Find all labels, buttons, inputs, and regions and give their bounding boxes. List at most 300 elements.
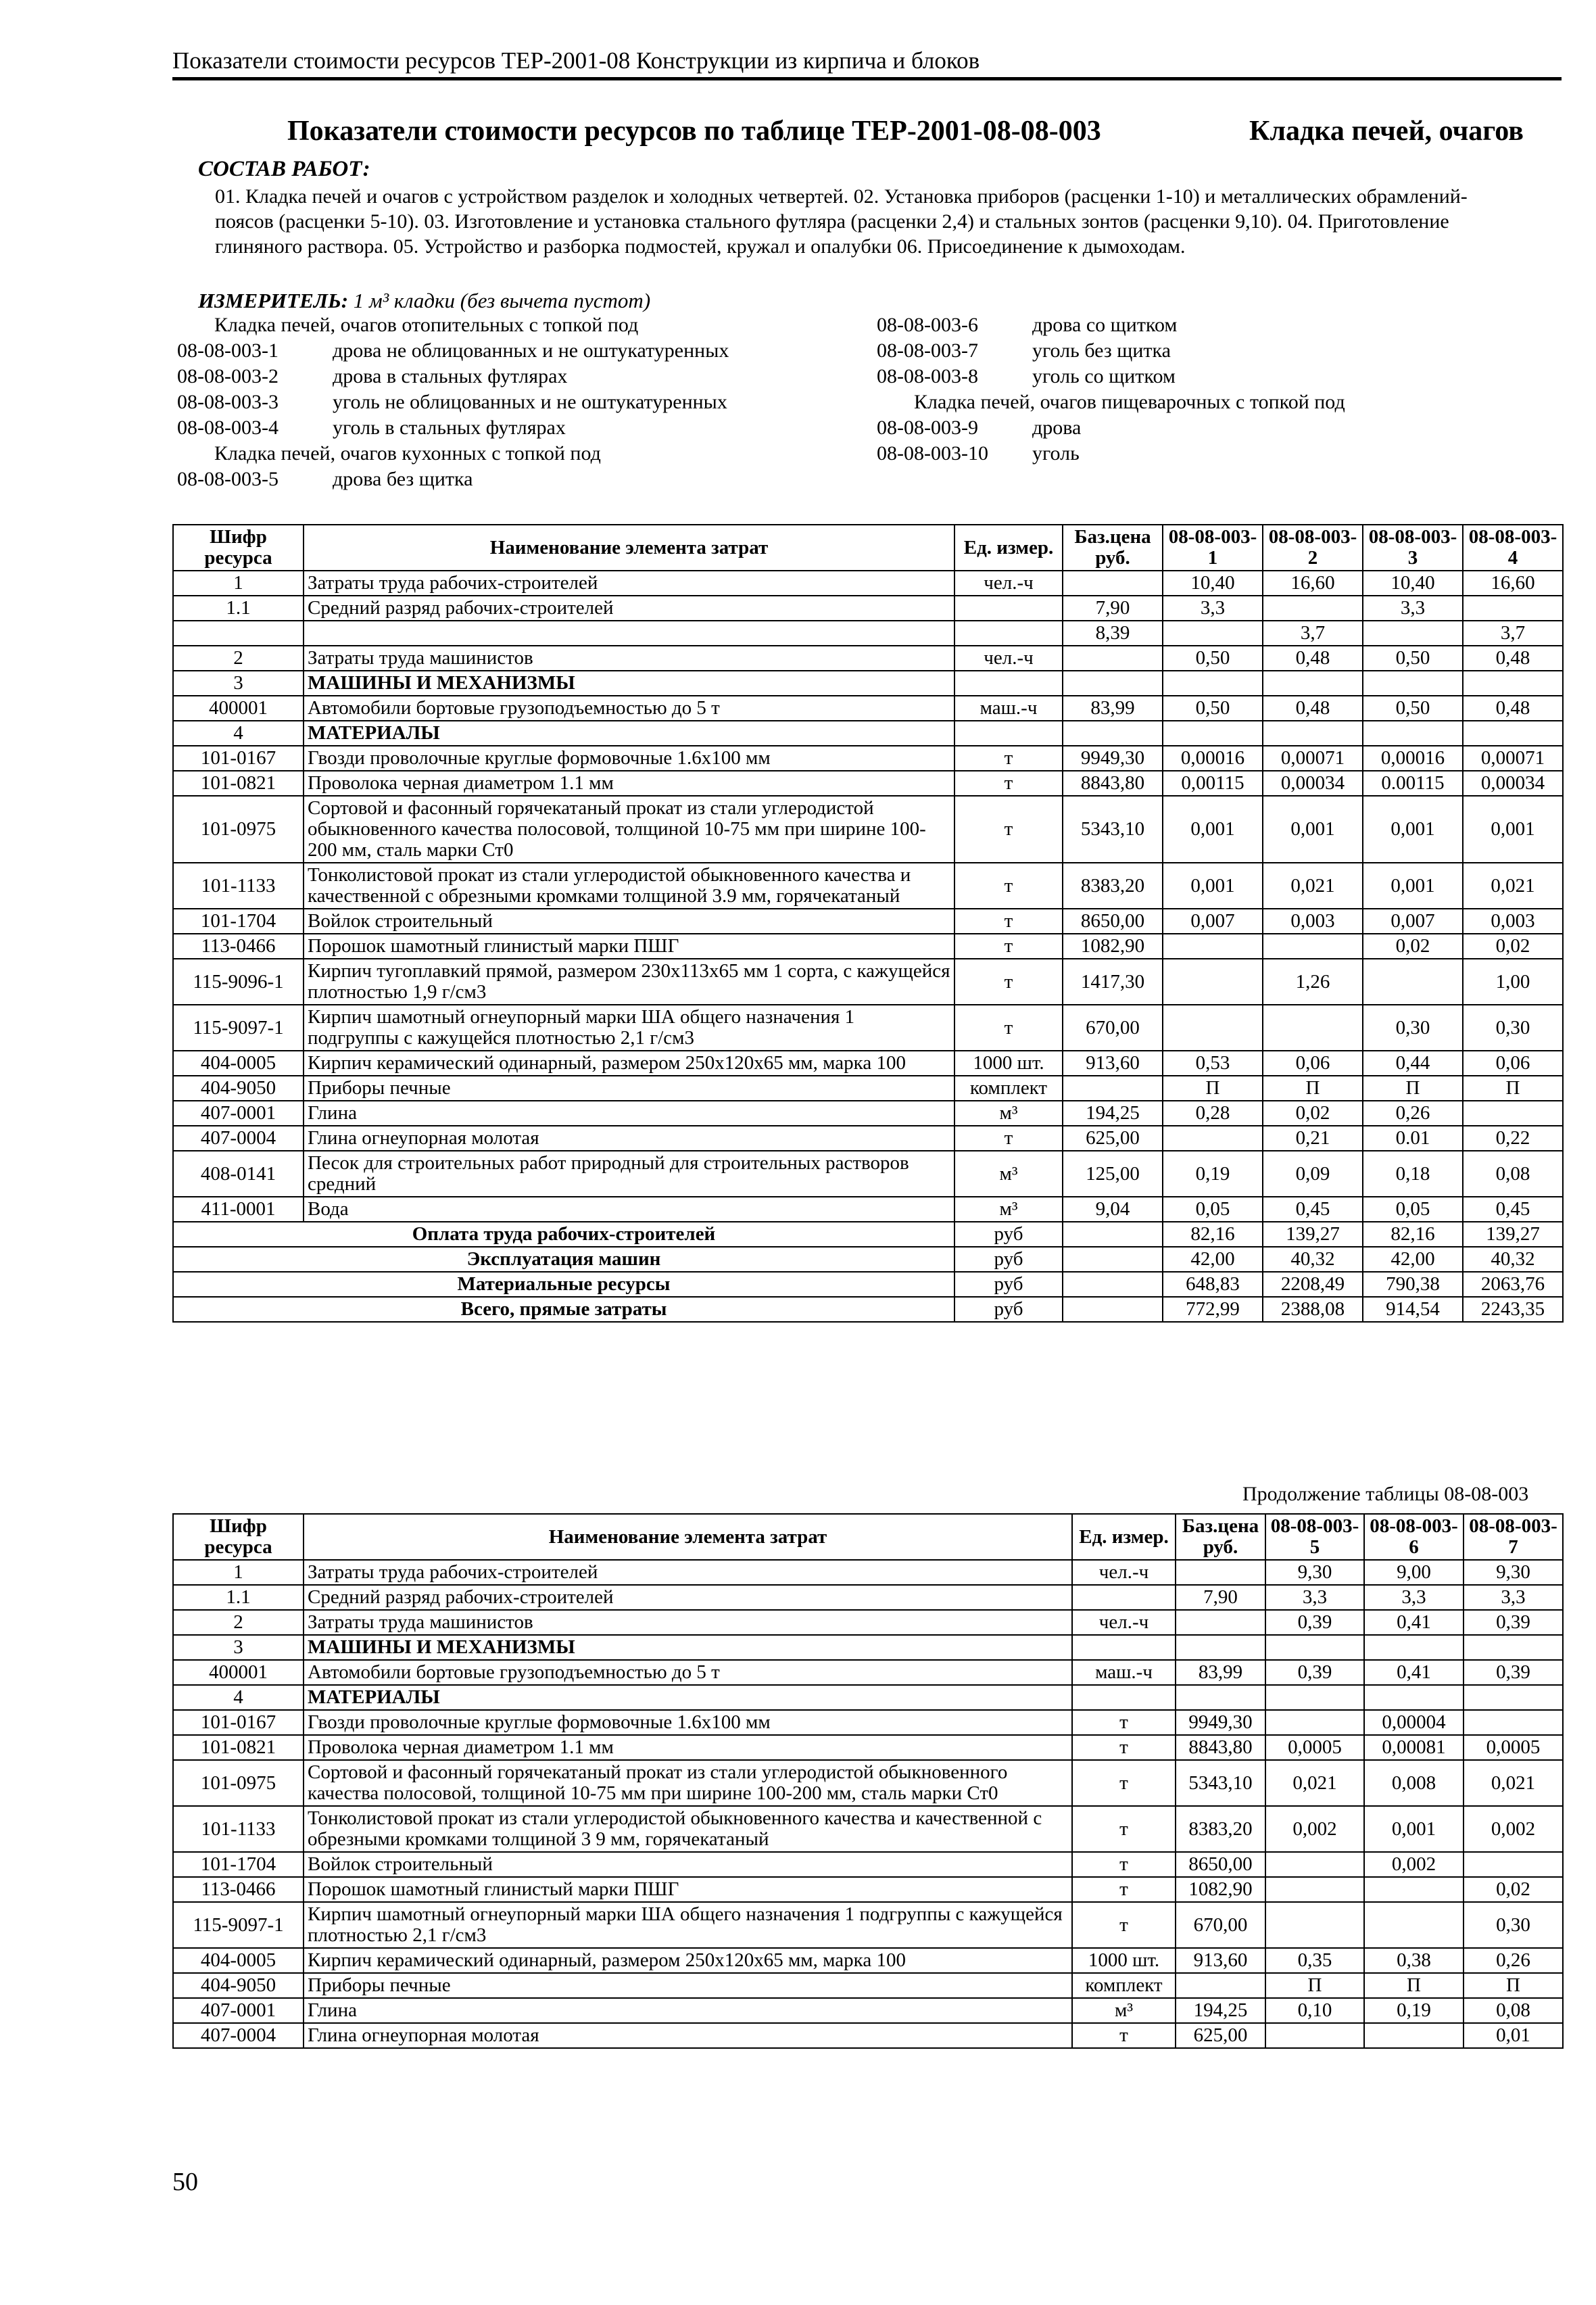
table-cell: 101-1704 [173,1852,304,1877]
codes-list-right [877,312,1345,467]
total-cell: руб [954,1247,1063,1272]
table-cell: 101-0975 [173,796,304,863]
table-cell [1464,1685,1563,1710]
total-cell: 2208,49 [1263,1272,1363,1297]
table-cell: чел.-ч [954,571,1063,596]
table-cell [1263,721,1363,746]
table-cell: 625,00 [1176,2023,1265,2048]
table-row [173,1126,1563,1151]
table-cell: МАТЕРИАЛЫ [304,721,954,746]
total-cell [1063,1247,1163,1272]
table-cell: 115-9097-1 [173,1005,304,1051]
total-cell: 139,27 [1263,1222,1363,1247]
table-cell: 101-1704 [173,909,304,934]
table-cell: 0,00034 [1463,771,1563,796]
table-cell: 0,008 [1364,1760,1464,1806]
table-cell [1072,1585,1176,1610]
works-text: 01. Кладка печей и очагов с устройством разделок и холодных четвертей. 02. Установка приборов (расценки 1-10) и металлических обрамлений-поясов (расценки 5-10). 03. Изготовление и установка стального футляра (расценки 2,4) и стальных зонтов (расценки 9,10). 04. Приготовление глиняного раствора. 05. Устройство и разборка подмостей, кружал и опалубки 06. Присоединение к дымоходам. [215,185,1468,258]
table-cell: 913,60 [1176,1948,1265,1973]
code-description: дрова без щитка [333,468,473,490]
table-cell: 0,0005 [1464,1735,1563,1760]
resource-code: 08-08-003-7 [877,339,978,362]
column-header: Шифр ресурса [173,525,304,571]
table-cell: 8843,80 [1176,1735,1265,1760]
table-row [173,1735,1563,1760]
table-cell: МАТЕРИАЛЫ [304,1685,1072,1710]
table-cell [1176,1685,1265,1710]
table-cell [1363,721,1463,746]
total-cell: руб [954,1297,1063,1322]
total-cell: 40,32 [1463,1247,1563,1272]
column-header: 08-08-003-3 [1363,525,1463,571]
table-cell: Сортовой и фасонный горячекатаный прокат из стали углеродистой обыкновенного качества полосовой, толщиной 10-75 мм при ширине 100-200 мм, сталь марки Ст0 [304,796,954,863]
table-cell: 8383,20 [1176,1806,1265,1852]
table-cell: 9949,30 [1063,746,1163,771]
table-cell: 0,001 [1163,796,1263,863]
table-cell: Глина [304,1998,1072,2023]
page-number: 50 [172,2168,198,2196]
table-cell: 0,50 [1163,646,1263,671]
table-row [173,1005,1563,1051]
table-row [173,1660,1563,1685]
table-cell [1063,571,1163,596]
table-cell: 1082,90 [1063,934,1163,959]
table-cell: 3,3 [1464,1585,1563,1610]
table-cell: м³ [954,1151,1063,1197]
table-cell: 0,50 [1163,696,1263,721]
table-subject: Кладка печей, очагов [1249,116,1524,147]
table-cell: 0,00081 [1364,1735,1464,1760]
code-group-title: Кладка печей, очагов пищеварочных с топкой под [914,391,1345,413]
table-cell: маш.-ч [1072,1660,1176,1685]
code-group-title: Кладка печей, очагов отопительных с топкой под [214,314,639,336]
table-cell: 10,40 [1163,571,1263,596]
table-cell: 3 [173,1635,304,1660]
table-cell: м³ [1072,1998,1176,2023]
table-cell: Порошок шамотный глинистый марки ПШГ [304,1877,1072,1902]
table-cell: Затраты труда машинистов [304,646,954,671]
table-cell: 3,3 [1363,596,1463,621]
table-cell: т [954,934,1063,959]
header-rule [172,77,1562,80]
table-row [173,909,1563,934]
total-cell [1063,1272,1163,1297]
code-row [177,338,729,364]
code-row [177,415,729,441]
table-cell: 4 [173,721,304,746]
resource-code: 08-08-003-3 [177,391,279,413]
code-row [177,389,729,415]
table-cell [954,671,1063,696]
table-cell: 3,3 [1163,596,1263,621]
table-cell: 9,30 [1464,1560,1563,1585]
table-cell: 0,00115 [1163,771,1263,796]
table-cell: МАШИНЫ И МЕХАНИЗМЫ [304,1635,1072,1660]
table-cell: комплект [1072,1973,1176,1998]
table-cell: Тонколистовой прокат из стали углеродистой обыкновенного качества и качественной с обрезными кромками толщиной 3.9 мм, горячекатаный [304,863,954,909]
code-row [877,338,1345,364]
table-row [173,646,1563,671]
table-cell [1364,1685,1464,1710]
table-cell [304,621,954,646]
table-cell: 0,001 [1163,863,1263,909]
table-cell: 3 [173,671,304,696]
table-cell: 0,002 [1364,1852,1464,1877]
total-cell: 40,32 [1263,1247,1363,1272]
table-cell: 0,09 [1263,1151,1363,1197]
table-cell: 0,44 [1363,1051,1463,1076]
table-row [173,2023,1563,2048]
table-cell: 407-0004 [173,1126,304,1151]
total-cell: 2243,35 [1463,1297,1563,1322]
table-cell [1364,1635,1464,1660]
table-cell [1265,1685,1364,1710]
table-cell: т [1072,1902,1176,1948]
table-cell: 8,39 [1063,621,1163,646]
table-cell: т [954,1126,1063,1151]
table-cell: м³ [954,1101,1063,1126]
table-cell: 0,021 [1463,863,1563,909]
column-header: Баз.цена руб. [1176,1514,1265,1560]
table-row [173,959,1563,1005]
code-row [877,415,1345,441]
table-cell [1263,671,1363,696]
table-cell: 16,60 [1263,571,1363,596]
total-cell [1063,1297,1163,1322]
code-group-title: Кладка печей, очагов кухонных с топкой под [214,442,601,465]
table-cell [1265,1902,1364,1948]
table-cell: 0,53 [1163,1051,1263,1076]
resource-code: 08-08-003-2 [177,365,279,387]
table-row [173,1902,1563,1948]
column-header: Наименование элемента затрат [304,1514,1072,1560]
table-row [173,671,1563,696]
table-cell: 3,3 [1265,1585,1364,1610]
table-cell: 0,45 [1263,1197,1363,1222]
column-header: Ед. измер. [954,525,1063,571]
table-row [173,934,1563,959]
table-cell: 16,60 [1463,571,1563,596]
table-cell: 0,00071 [1463,746,1563,771]
code-description: дрова со щитком [1032,314,1178,336]
table-cell: 1,26 [1263,959,1363,1005]
table-cell: Глина [304,1101,954,1126]
table-cell [1363,621,1463,646]
table-cell: 0,05 [1363,1197,1463,1222]
table-1-header-row [173,525,1563,571]
total-cell: 82,16 [1163,1222,1263,1247]
table-cell: 0,50 [1363,646,1463,671]
table-cell: Приборы печные [304,1076,954,1101]
total-cell: 648,83 [1163,1272,1263,1297]
table-cell: 0,48 [1463,646,1563,671]
table-cell: Кирпич шамотный огнеупорный марки ША общего назначения 1 подгруппы с кажущейся плотностью 2,1 г/см3 [304,1902,1072,1948]
table-cell: т [954,746,1063,771]
table-cell: 0,00034 [1263,771,1363,796]
table-cell: 0,39 [1265,1660,1364,1685]
total-row [173,1222,1563,1247]
table-cell: 3,7 [1463,621,1563,646]
code-row [177,441,729,467]
table-cell: 0,007 [1163,909,1263,934]
resource-code: 08-08-003-4 [177,417,279,439]
table-cell: 5343,10 [1176,1760,1265,1806]
table-cell: П [1363,1076,1463,1101]
table-cell: 1,00 [1463,959,1563,1005]
table-cell: П [1464,1973,1563,1998]
table-cell: м³ [954,1197,1063,1222]
table-cell: 8383,20 [1063,863,1163,909]
table-cell: Средний разряд рабочих-строителей [304,596,954,621]
table-cell: 0,48 [1263,646,1363,671]
table-cell: т [954,863,1063,909]
column-header: 08-08-003-4 [1463,525,1563,571]
table-cell: 0,001 [1263,796,1363,863]
table-row [173,1585,1563,1610]
table-row [173,1151,1563,1197]
resource-code: 08-08-003-9 [877,417,978,439]
table-cell: 404-9050 [173,1973,304,1998]
table-cell [1463,671,1563,696]
table-cell: 0,002 [1265,1806,1364,1852]
table-cell: 101-1133 [173,863,304,909]
table-cell: 0,02 [1464,1877,1563,1902]
table-cell: Войлок строительный [304,909,954,934]
table-cell: чел.-ч [1072,1560,1176,1585]
table-cell: 0,00016 [1363,746,1463,771]
table-cell: 194,25 [1176,1998,1265,2023]
table-cell: 9949,30 [1176,1710,1265,1735]
table-cell: 0,02 [1463,934,1563,959]
table-title: Показатели стоимости ресурсов по таблице ТЕР-2001-08-08-003 [287,116,1101,147]
table-row [173,721,1563,746]
meter-label: ИЗМЕРИТЕЛЬ: [198,289,349,312]
total-cell: 82,16 [1363,1222,1463,1247]
table-cell: 83,99 [1176,1660,1265,1685]
table-cell: 115-9097-1 [173,1902,304,1948]
table-cell: 101-0167 [173,746,304,771]
table-row [173,1610,1563,1635]
table-cell: 113-0466 [173,1877,304,1902]
table-cell: 404-0005 [173,1948,304,1973]
table-cell: 404-9050 [173,1076,304,1101]
table-cell: 0,08 [1464,1998,1563,2023]
table-cell: т [1072,1877,1176,1902]
table-cell: Проволока черная диаметром 1.1 мм [304,1735,1072,1760]
total-cell [1063,1222,1163,1247]
table-cell: 0,002 [1464,1806,1563,1852]
table-cell [1072,1635,1176,1660]
table-cell: 101-1133 [173,1806,304,1852]
table-cell [1363,959,1463,1005]
code-description: уголь [1032,442,1080,465]
table-row [173,1973,1563,1998]
total-cell: 914,54 [1363,1297,1463,1322]
table-cell: 0,007 [1363,909,1463,934]
table-cell: 0,50 [1363,696,1463,721]
table-cell: Кирпич керамический одинарный, размером 250х120х65 мм, марка 100 [304,1051,954,1076]
table-cell: 7,90 [1176,1585,1265,1610]
table-cell: 9,04 [1063,1197,1163,1222]
total-label: Эксплуатация машин [173,1247,954,1272]
table-cell: 101-0975 [173,1760,304,1806]
table-cell: 0.01 [1363,1126,1463,1151]
table-row [173,796,1563,863]
table-cell: П [1463,1076,1563,1101]
table-cell: комплект [954,1076,1063,1101]
total-row [173,1247,1563,1272]
table-cell: 0,41 [1364,1660,1464,1685]
table-cell: т [954,796,1063,863]
total-label: Всего, прямые затраты [173,1297,954,1322]
table-cell [1063,646,1163,671]
table-cell [1364,2023,1464,2048]
column-header: 08-08-003-6 [1364,1514,1464,1560]
column-header: Баз.цена руб. [1063,525,1163,571]
table-cell: т [1072,1735,1176,1760]
table-row [173,1760,1563,1806]
table-cell: 0,021 [1464,1760,1563,1806]
table-cell: 3,3 [1364,1585,1464,1610]
table-cell [173,621,304,646]
table-cell: 1082,90 [1176,1877,1265,1902]
table-cell: 1 [173,571,304,596]
table-cell: т [1072,1852,1176,1877]
table-cell: Затраты труда машинистов [304,1610,1072,1635]
table-cell: Средний разряд рабочих-строителей [304,1585,1072,1610]
code-row [877,389,1345,415]
resources-table-2 [172,1513,1564,2049]
table-cell: 1000 шт. [954,1051,1063,1076]
table-cell: 1417,30 [1063,959,1163,1005]
total-cell: 790,38 [1363,1272,1463,1297]
table-cell: 115-9096-1 [173,959,304,1005]
table-cell: 0,30 [1464,1902,1563,1948]
total-label: Оплата труда рабочих-строителей [173,1222,954,1247]
table-row [173,771,1563,796]
table-cell: 0,021 [1265,1760,1364,1806]
table-cell: Войлок строительный [304,1852,1072,1877]
table-cell: т [954,959,1063,1005]
table-cell: 404-0005 [173,1051,304,1076]
meter-line [198,289,650,313]
table-cell: 0,003 [1463,909,1563,934]
codes-list-left [177,312,729,492]
column-header: Наименование элемента затрат [304,525,954,571]
table-row [173,1635,1563,1660]
table-cell: П [1163,1076,1263,1101]
table-cell: 1000 шт. [1072,1948,1176,1973]
table-row [173,1560,1563,1585]
table-cell [1063,671,1163,696]
table-cell: 0,00071 [1263,746,1363,771]
table-cell: 0,02 [1263,1101,1363,1126]
table-row [173,621,1563,646]
table-cell: 194,25 [1063,1101,1163,1126]
table-row [173,1877,1563,1902]
table-row [173,1998,1563,2023]
table-cell: 1 [173,1560,304,1585]
code-description: дрова в стальных футлярах [333,365,568,387]
column-header: Ед. измер. [1072,1514,1176,1560]
table-cell: 83,99 [1063,696,1163,721]
table-cell: 408-0141 [173,1151,304,1197]
table-cell: 0,02 [1363,934,1463,959]
table-cell [1364,1902,1464,1948]
table-cell: 0,19 [1163,1151,1263,1197]
table-cell: Глина огнеупорная молотая [304,1126,954,1151]
table-cell: 0,45 [1463,1197,1563,1222]
table-cell: 0,35 [1265,1948,1364,1973]
table-cell [1163,1126,1263,1151]
table-cell: т [954,771,1063,796]
table-cell: 2 [173,646,304,671]
resource-code: 08-08-003-1 [177,339,279,362]
table-row [173,596,1563,621]
table-cell [1072,1685,1176,1710]
total-cell: руб [954,1272,1063,1297]
table-cell: т [1072,2023,1176,2048]
table-cell: 1.1 [173,596,304,621]
table-cell: 0,00016 [1163,746,1263,771]
table-row [173,746,1563,771]
table-cell: 400001 [173,696,304,721]
table-row [173,1806,1563,1852]
column-header: 08-08-003-5 [1265,1514,1364,1560]
table-cell: 8843,80 [1063,771,1163,796]
table-cell [1463,1101,1563,1126]
table-cell: Затраты труда рабочих-строителей [304,1560,1072,1585]
table-cell: Автомобили бортовые грузоподъемностью до 5 т [304,1660,1072,1685]
table-cell [1463,721,1563,746]
total-row [173,1272,1563,1297]
table-cell [1364,1877,1464,1902]
table-cell: 2 [173,1610,304,1635]
table-cell: Приборы печные [304,1973,1072,1998]
table-cell: 0,001 [1463,796,1563,863]
table-cell: 0,021 [1263,863,1363,909]
table-cell [1176,1973,1265,1998]
table-cell: 0,0005 [1265,1735,1364,1760]
table-cell: Порошок шамотный глинистый марки ПШГ [304,934,954,959]
code-description: дрова [1032,417,1082,439]
table-cell: 0,26 [1464,1948,1563,1973]
table-row [173,571,1563,596]
table-cell [1464,1635,1563,1660]
table-cell: 670,00 [1176,1902,1265,1948]
table-cell: 913,60 [1063,1051,1163,1076]
resource-code: 08-08-003-8 [877,365,978,387]
table-cell [1176,1635,1265,1660]
table-cell: 407-0001 [173,1998,304,2023]
table-row [173,863,1563,909]
code-description: уголь не облицованных и не оштукатуренных [333,391,727,413]
table-cell: 9,00 [1364,1560,1464,1585]
table-cell: т [1072,1760,1176,1806]
table-cell: Глина огнеупорная молотая [304,2023,1072,2048]
table-2-header-row [173,1514,1563,1560]
column-header: 08-08-003-1 [1163,525,1263,571]
table-cell [1163,959,1263,1005]
table-cell: 0,39 [1464,1660,1563,1685]
table-cell: 0,48 [1463,696,1563,721]
table-cell: 670,00 [1063,1005,1163,1051]
table-cell [1263,596,1363,621]
total-cell: 42,00 [1163,1247,1263,1272]
table-cell: 0,26 [1363,1101,1463,1126]
code-description: уголь в стальных футлярах [333,417,566,439]
table-row [173,1685,1563,1710]
